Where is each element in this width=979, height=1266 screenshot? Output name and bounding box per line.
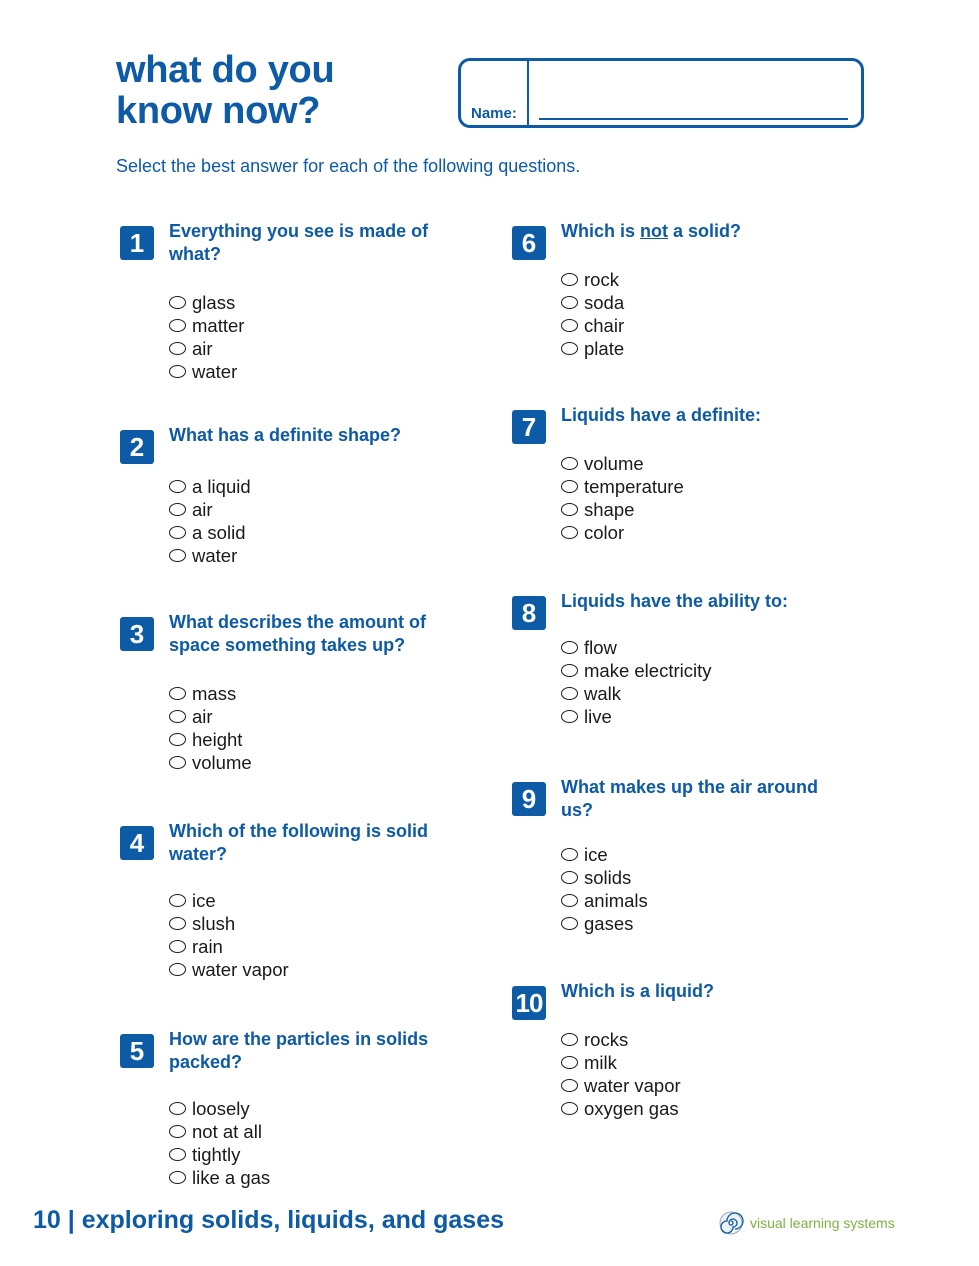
answer-label: air bbox=[192, 706, 213, 727]
answer-option[interactable] bbox=[169, 337, 244, 360]
answer-label: temperature bbox=[584, 476, 684, 497]
name-input-line[interactable] bbox=[539, 118, 848, 120]
answer-option[interactable] bbox=[561, 498, 684, 521]
footer-page-title: 10 | exploring solids, liquids, and gases bbox=[33, 1206, 505, 1234]
answer-option[interactable] bbox=[169, 682, 252, 705]
answer-option[interactable] bbox=[561, 521, 684, 544]
answer-label: ice bbox=[584, 844, 608, 865]
radio-circle-icon[interactable] bbox=[169, 733, 186, 746]
question-number: 7 bbox=[512, 410, 546, 444]
radio-circle-icon[interactable] bbox=[561, 296, 578, 309]
question-text bbox=[561, 220, 851, 243]
radio-circle-icon[interactable] bbox=[561, 503, 578, 516]
question-number: 6 bbox=[512, 226, 546, 260]
answer-label: soda bbox=[584, 292, 625, 313]
radio-circle-icon[interactable] bbox=[561, 457, 578, 470]
question-number: 3 bbox=[120, 617, 154, 651]
radio-circle-icon[interactable] bbox=[561, 480, 578, 493]
question-text: What makes up the air around us? bbox=[561, 777, 819, 820]
radio-circle-icon[interactable] bbox=[169, 296, 186, 309]
radio-circle-icon[interactable] bbox=[169, 365, 186, 378]
answer-options bbox=[169, 889, 289, 981]
radio-circle-icon[interactable] bbox=[169, 503, 186, 516]
answer-option[interactable] bbox=[561, 705, 711, 728]
radio-circle-icon[interactable] bbox=[169, 480, 186, 493]
name-divider bbox=[527, 61, 529, 125]
answer-option[interactable] bbox=[561, 1074, 681, 1097]
radio-circle-icon[interactable] bbox=[169, 756, 186, 769]
question-text: What describes the amount of space something takes up? bbox=[169, 612, 427, 655]
radio-circle-icon[interactable] bbox=[561, 273, 578, 286]
question-text: What has a definite shape? bbox=[169, 425, 402, 445]
radio-circle-icon[interactable] bbox=[169, 894, 186, 907]
answer-option[interactable] bbox=[169, 1120, 270, 1143]
answer-label: air bbox=[192, 499, 213, 520]
answer-option[interactable] bbox=[169, 889, 289, 912]
answer-options bbox=[169, 475, 251, 567]
question-number: 10 bbox=[512, 986, 546, 1020]
radio-circle-icon[interactable] bbox=[169, 917, 186, 930]
radio-circle-icon[interactable] bbox=[561, 917, 578, 930]
answer-label: rain bbox=[192, 936, 223, 957]
radio-circle-icon[interactable] bbox=[561, 664, 578, 677]
answer-label: tightly bbox=[192, 1144, 241, 1165]
answer-option[interactable] bbox=[561, 337, 624, 360]
answer-label: not at all bbox=[192, 1121, 262, 1142]
answer-label: animals bbox=[584, 890, 648, 911]
instructions: Select the best answer for each of the following questions. bbox=[116, 156, 581, 176]
radio-circle-icon[interactable] bbox=[561, 1102, 578, 1115]
radio-circle-icon[interactable] bbox=[561, 641, 578, 654]
answer-label: chair bbox=[584, 315, 625, 336]
radio-circle-icon[interactable] bbox=[561, 1056, 578, 1069]
radio-circle-icon[interactable] bbox=[169, 342, 186, 355]
radio-circle-icon[interactable] bbox=[169, 1148, 186, 1161]
brand-name: visual learning systems bbox=[750, 1215, 895, 1231]
radio-circle-icon[interactable] bbox=[561, 687, 578, 700]
answer-label: mass bbox=[192, 683, 237, 704]
answer-option[interactable] bbox=[169, 935, 289, 958]
answer-option[interactable] bbox=[561, 889, 648, 912]
answer-option[interactable] bbox=[169, 958, 289, 981]
answer-label: volume bbox=[192, 752, 252, 773]
answer-label: rocks bbox=[584, 1029, 629, 1050]
answer-option[interactable] bbox=[169, 1166, 270, 1189]
answer-option[interactable] bbox=[561, 291, 624, 314]
spiral-logo-icon bbox=[718, 1209, 744, 1237]
answer-option[interactable] bbox=[561, 475, 684, 498]
answer-options bbox=[169, 1097, 270, 1189]
answer-label: water bbox=[192, 545, 238, 566]
radio-circle-icon[interactable] bbox=[169, 710, 186, 723]
radio-circle-icon[interactable] bbox=[169, 1171, 186, 1184]
answer-option[interactable] bbox=[169, 1097, 270, 1120]
radio-circle-icon[interactable] bbox=[169, 1102, 186, 1115]
radio-circle-icon[interactable] bbox=[169, 1125, 186, 1138]
answer-label: water vapor bbox=[192, 959, 289, 980]
question-number: 9 bbox=[512, 782, 546, 816]
radio-circle-icon[interactable] bbox=[169, 319, 186, 332]
brand-logo bbox=[718, 1209, 895, 1237]
name-label: Name: bbox=[471, 105, 517, 122]
answer-label: matter bbox=[192, 315, 245, 336]
answer-options bbox=[169, 291, 244, 383]
radio-circle-icon[interactable] bbox=[169, 687, 186, 700]
answer-label: like a gas bbox=[192, 1167, 271, 1188]
question-text: Which of the following is solid water? bbox=[169, 821, 428, 864]
answer-label: height bbox=[192, 729, 243, 750]
answer-label: water vapor bbox=[584, 1075, 681, 1096]
name-box bbox=[458, 58, 864, 128]
question-text-part: a solid? bbox=[668, 221, 742, 241]
answer-label: volume bbox=[584, 453, 644, 474]
answer-option[interactable] bbox=[561, 314, 624, 337]
answer-option[interactable] bbox=[169, 291, 244, 314]
answer-label: a solid bbox=[192, 522, 246, 543]
radio-circle-icon[interactable] bbox=[169, 940, 186, 953]
radio-circle-icon[interactable] bbox=[561, 1079, 578, 1092]
answer-label: oxygen gas bbox=[584, 1098, 679, 1119]
answer-label: shape bbox=[584, 499, 635, 520]
answer-label: plate bbox=[584, 338, 625, 359]
question-number: 8 bbox=[512, 596, 546, 630]
answer-option[interactable] bbox=[169, 1143, 270, 1166]
radio-circle-icon[interactable] bbox=[169, 963, 186, 976]
radio-circle-icon[interactable] bbox=[169, 526, 186, 539]
answer-option[interactable] bbox=[561, 682, 711, 705]
question-text: How are the particles in solids packed? bbox=[169, 1029, 429, 1072]
answer-option[interactable] bbox=[561, 1051, 681, 1074]
answer-option[interactable] bbox=[169, 521, 251, 544]
answer-option[interactable] bbox=[169, 314, 244, 337]
answer-label: glass bbox=[192, 292, 236, 313]
answer-option[interactable] bbox=[561, 268, 624, 291]
answer-label: ice bbox=[192, 890, 216, 911]
question-text: Which is a liquid? bbox=[561, 981, 714, 1001]
answer-label: a liquid bbox=[192, 476, 251, 497]
answer-option[interactable] bbox=[561, 636, 711, 659]
radio-circle-icon[interactable] bbox=[561, 1033, 578, 1046]
title-line-2: know now? bbox=[116, 90, 321, 132]
answer-option[interactable] bbox=[169, 475, 251, 498]
radio-circle-icon[interactable] bbox=[561, 871, 578, 884]
answer-label: gases bbox=[584, 913, 634, 934]
question-number: 5 bbox=[120, 1034, 154, 1068]
answer-option[interactable] bbox=[561, 659, 711, 682]
answer-label: color bbox=[584, 522, 625, 543]
answer-option[interactable] bbox=[561, 1097, 681, 1120]
answer-options bbox=[169, 682, 252, 774]
answer-option[interactable] bbox=[561, 1028, 681, 1051]
question-number: 1 bbox=[120, 226, 154, 260]
title-line-1: what do you bbox=[116, 49, 335, 91]
answer-option[interactable] bbox=[561, 843, 648, 866]
answer-option[interactable] bbox=[169, 728, 252, 751]
answer-label: slush bbox=[192, 913, 236, 934]
answer-option[interactable] bbox=[169, 544, 251, 567]
answer-option[interactable] bbox=[169, 498, 251, 521]
answer-option[interactable] bbox=[169, 360, 244, 383]
answer-options bbox=[561, 452, 684, 544]
question-text-part: Which is bbox=[561, 221, 641, 241]
answer-label: water bbox=[192, 361, 238, 382]
answer-options bbox=[561, 843, 648, 935]
radio-circle-icon[interactable] bbox=[561, 848, 578, 861]
answer-options bbox=[561, 1028, 681, 1120]
answer-option[interactable] bbox=[169, 705, 252, 728]
answer-options bbox=[561, 268, 624, 360]
radio-circle-icon[interactable] bbox=[561, 710, 578, 723]
answer-options bbox=[561, 636, 711, 728]
radio-circle-icon[interactable] bbox=[561, 526, 578, 539]
radio-circle-icon[interactable] bbox=[561, 319, 578, 332]
question-text: Liquids have a definite: bbox=[561, 405, 762, 425]
answer-option[interactable] bbox=[561, 452, 684, 475]
answer-option[interactable] bbox=[169, 751, 252, 774]
answer-option[interactable] bbox=[561, 912, 648, 935]
answer-option[interactable] bbox=[561, 866, 648, 889]
answer-label: rock bbox=[584, 269, 619, 290]
question-text: Everything you see is made of what? bbox=[169, 221, 429, 264]
answer-label: air bbox=[192, 338, 213, 359]
answer-label: loosely bbox=[192, 1098, 250, 1119]
answer-label: live bbox=[584, 706, 612, 727]
radio-circle-icon[interactable] bbox=[561, 894, 578, 907]
question-number: 2 bbox=[120, 430, 154, 464]
answer-label: flow bbox=[584, 637, 617, 658]
page-title bbox=[116, 50, 334, 132]
answer-label: make electricity bbox=[584, 660, 712, 681]
answer-option[interactable] bbox=[169, 912, 289, 935]
answer-label: solids bbox=[584, 867, 632, 888]
radio-circle-icon[interactable] bbox=[561, 342, 578, 355]
question-text: Liquids have the ability to: bbox=[561, 591, 789, 611]
radio-circle-icon[interactable] bbox=[169, 549, 186, 562]
answer-label: walk bbox=[584, 683, 622, 704]
answer-label: milk bbox=[584, 1052, 617, 1073]
question-number: 4 bbox=[120, 826, 154, 860]
question-text-emphasis: not bbox=[640, 221, 668, 241]
